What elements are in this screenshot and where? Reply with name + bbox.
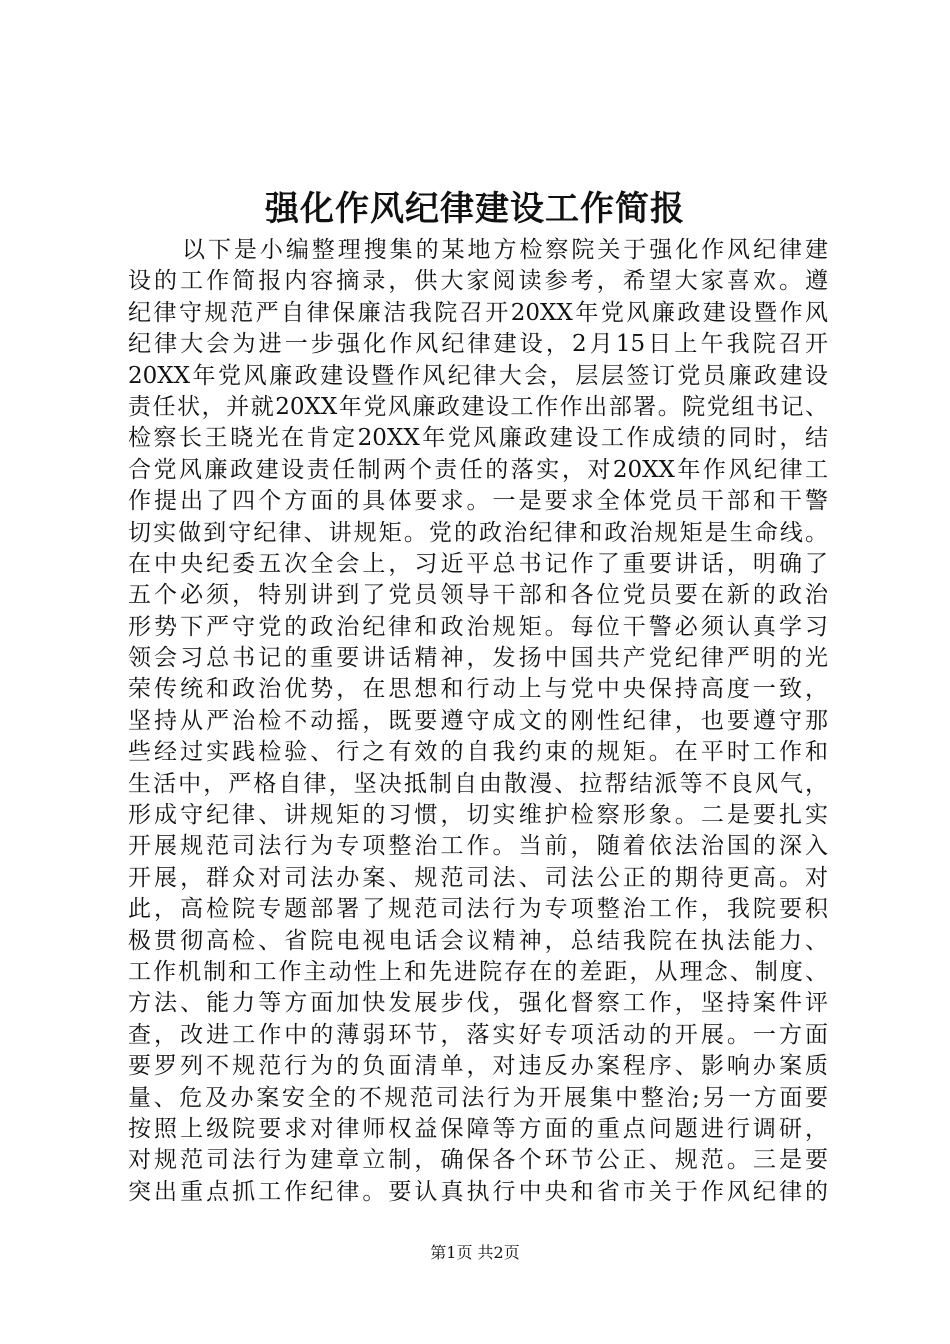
- text-line: 纪律守规范严自律保廉洁我院召开20XX年党风廉政建设暨作风: [128, 299, 828, 326]
- text-line: 荣传统和政治优势，在思想和行动上与党中央保持高度一致，: [128, 676, 828, 703]
- body-text: [128, 235, 828, 1208]
- text-line: 形成守纪律、讲规矩的习惯，切实维护检察形象。二是要扎实: [128, 802, 828, 829]
- text-line: 些经过实践检验、行之有效的自我约束的规矩。在平时工作和: [128, 739, 828, 766]
- text-line: 检察长王晓光在肯定20XX年党风廉政建设工作成绩的同时，结: [128, 425, 828, 452]
- text-line: 责任状，并就20XX年党风廉政建设工作作出部署。院党组书记、: [128, 393, 828, 420]
- text-line: 领会习总书记的重要讲话精神，发扬中国共产党纪律严明的光: [128, 645, 828, 672]
- text-line: 纪律大会为进一步强化作风纪律建设，2月15日上午我院召开: [128, 331, 828, 358]
- text-line: 工作机制和工作主动性上和先进院存在的差距，从理念、制度、: [128, 958, 828, 985]
- text-line: 极贯彻高检、省院电视电话会议精神，总结我院在执法能力、: [128, 927, 828, 954]
- page-title: 强化作风纪律建设工作简报: [265, 189, 685, 229]
- text-line: 要罗列不规范行为的负面清单，对违反办案程序、影响办案质: [128, 1053, 828, 1080]
- text-line: 坚持从严治检不动摇，既要遵守成文的刚性纪律，也要遵守那: [128, 707, 828, 734]
- text-line: 20XX年党风廉政建设暨作风纪律大会，层层签订党员廉政建设: [128, 362, 828, 389]
- text-line: 以下是小编整理搜集的某地方检察院关于强化作风纪律建: [182, 237, 828, 263]
- text-line: 开展，群众对司法办案、规范司法、司法公正的期待更高。对: [128, 864, 828, 891]
- page-footer: 第1页 共2页: [430, 1243, 520, 1262]
- text-line: 方法、能力等方面加快发展步伐，强化督察工作，坚持案件评: [128, 990, 828, 1017]
- text-line: 切实做到守纪律、讲规矩。党的政治纪律和政治规矩是生命线。: [128, 519, 828, 546]
- text-line: 量、危及办案安全的不规范司法行为开展集中整治;另一方面要: [128, 1084, 828, 1111]
- text-line: 在中央纪委五次全会上，习近平总书记作了重要讲话，明确了: [128, 550, 828, 577]
- text-line: 作提出了四个方面的具体要求。一是要求全体党员干部和干警: [128, 488, 828, 515]
- text-line: 对规范司法行为建章立制，确保各个环节公正、规范。三是要: [128, 1147, 828, 1174]
- text-line: 设的工作简报内容摘录，供大家阅读参考，希望大家喜欢。遵: [128, 268, 828, 295]
- text-line: 形势下严守党的政治纪律和政治规矩。每位干警必须认真学习: [128, 613, 828, 640]
- text-line: 合党风廉政建设责任制两个责任的落实，对20XX年作风纪律工: [128, 456, 828, 483]
- text-line: 开展规范司法行为专项整治工作。当前，随着依法治国的深入: [128, 833, 828, 860]
- text-line: 查，改进工作中的薄弱环节，落实好专项活动的开展。一方面: [128, 1021, 828, 1048]
- text-line: 突出重点抓工作纪律。要认真执行中央和省市关于作风纪律的: [128, 1178, 828, 1205]
- text-line: 此，高检院专题部署了规范司法行为专项整治工作，我院要积: [128, 896, 828, 923]
- text-line: 按照上级院要求对律师权益保障等方面的重点问题进行调研，: [128, 1115, 828, 1142]
- text-line: 生活中，严格自律，坚决抵制自由散漫、拉帮结派等不良风气，: [128, 770, 828, 797]
- text-line: 五个必须，特别讲到了党员领导干部和各位党员要在新的政治: [128, 582, 828, 609]
